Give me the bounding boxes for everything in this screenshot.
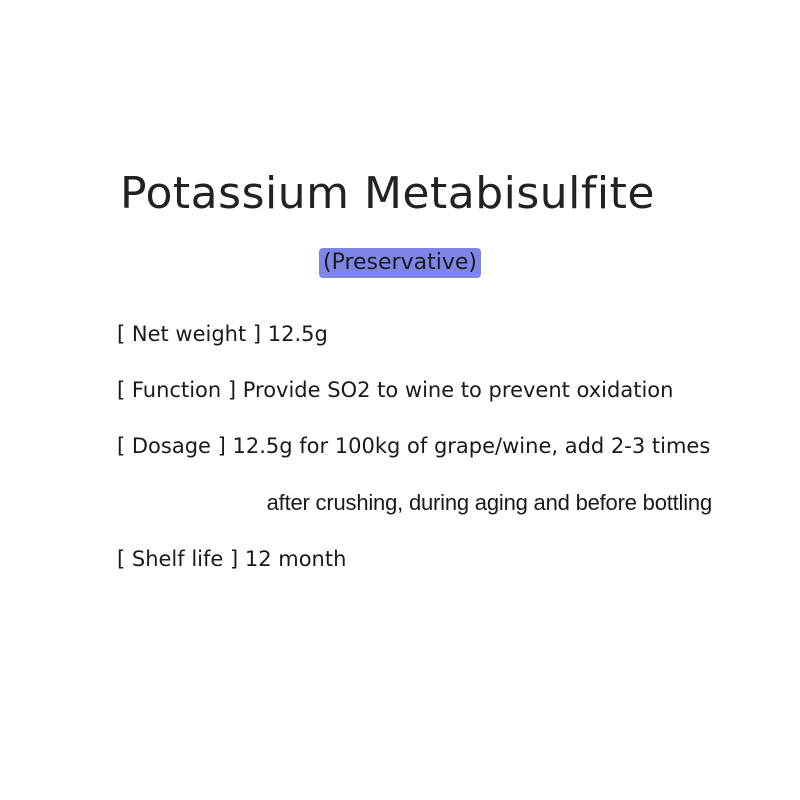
dosage-line-continuation: after crushing, during aging and before bottling <box>266 490 712 515</box>
shelf-life-line: [ Shelf life ] 12 month <box>117 547 347 571</box>
dosage-line: [ Dosage ] 12.5g for 100kg of grape/wine, add 2-3 times <box>117 434 711 458</box>
subtitle-container <box>0 248 800 278</box>
net-weight-line: [ Net weight ] 12.5g <box>117 322 328 346</box>
product-category-badge: (Preservative) <box>319 248 481 278</box>
product-title: Potassium Metabisulfite <box>120 168 655 219</box>
function-line: [ Function ] Provide SO2 to wine to prevent oxidation <box>117 378 674 402</box>
